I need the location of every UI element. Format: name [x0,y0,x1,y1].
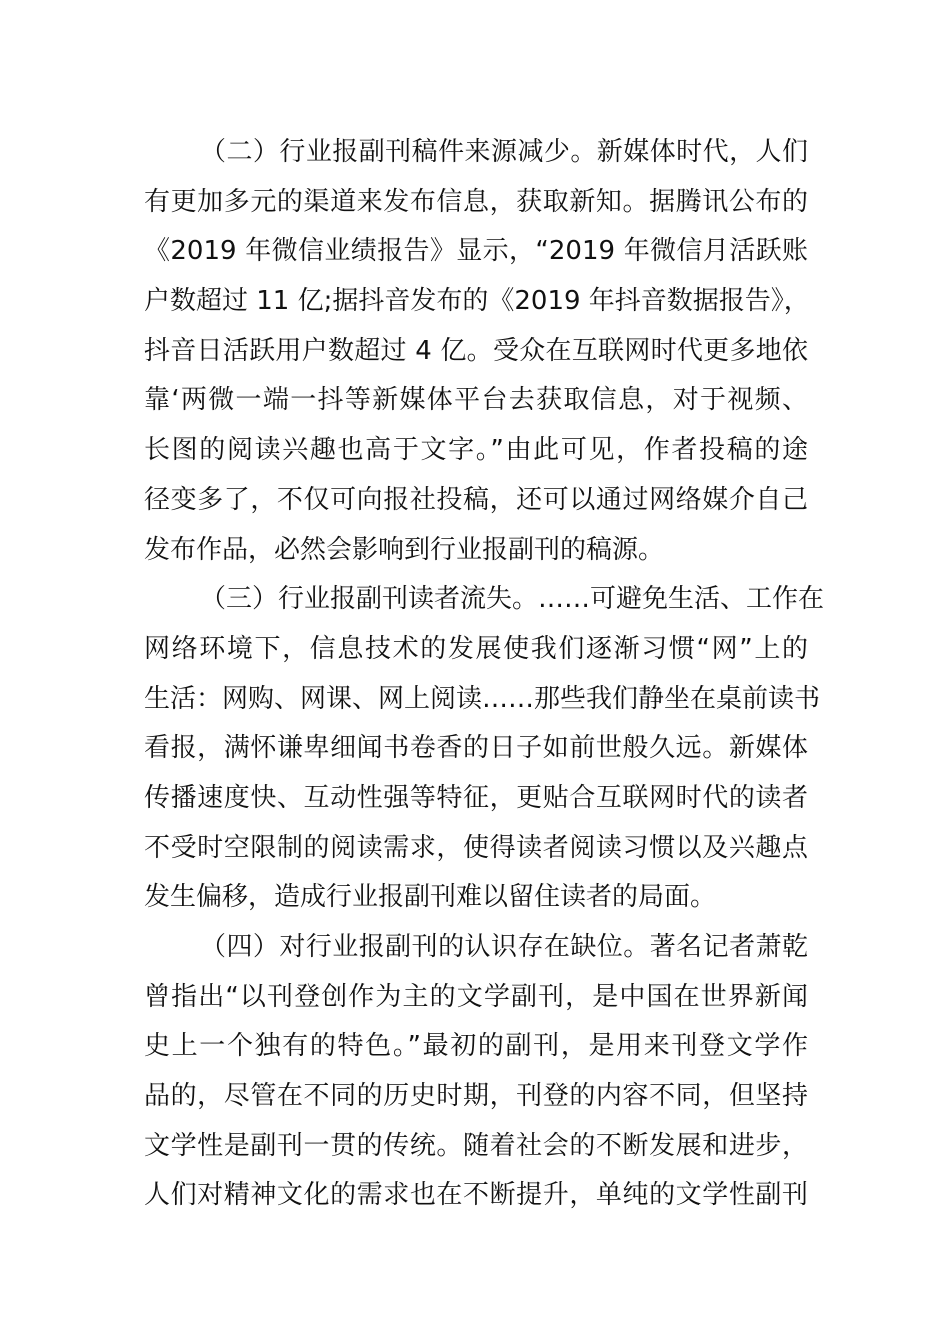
paragraph-line: 《2019 年微信业绩报告》显示，“2019 年微信月活跃账 [144,236,808,267]
paragraph-line: （二）行业报副刊稿件来源减少。新媒体时代，人们 [200,137,808,167]
paragraph-line: 生活：网购、网课、网上阅读……那些我们静坐在桌前读书 [144,683,821,714]
paragraph-line: 长图的阅读兴趣也高于文字。”由此可见，作者投稿的途 [144,435,808,466]
paragraph-line: 户数超过 11 亿;据抖音发布的《2019 年抖音数据报告》， [144,286,810,317]
paragraph-line: 抖音日活跃用户数超过 4 亿。受众在互联网时代更多地依 [144,335,808,366]
paragraph-line: 人们对精神文化的需求也在不断提升，单纯的文学性副刊 [144,1180,808,1211]
paragraph-line: 靠‘两微一端一抖等新媒体平台去获取信息，对于视频、 [144,385,808,416]
paragraph-line: 径变多了，不仅可向报社投稿，还可以通过网络媒介自己 [144,484,808,515]
paragraph-line: （四）对行业报副刊的认识存在缺位。著名记者萧乾 [200,932,808,962]
paragraph-line: 发布作品，必然会影响到行业报副刊的稿源。 [144,534,665,565]
paragraph-line: 看报，满怀谦卑细闻书卷香的日子如前世般久远。新媒体 [144,733,808,764]
body-text [144,128,825,1221]
paragraph-line: 史上一个独有的特色。”最初的副刊，是用来刊登文学作 [144,1031,808,1062]
paragraph-line: 传播速度快、互动性强等特征，更贴合互联网时代的读者 [144,782,808,813]
paragraph-line: 发生偏移，造成行业报副刊难以留住读者的局面。 [144,882,717,913]
paragraph-line: 网络环境下，信息技术的发展使我们逐渐习惯“网”上的 [144,633,808,664]
paragraph-line: 文学性是副刊一贯的传统。随着社会的不断发展和进步， [144,1130,808,1161]
paragraph-line: 不受时空限制的阅读需求，使得读者阅读习惯以及兴趣点 [144,832,808,863]
paragraph-line: （三）行业报副刊读者流失。……可避免生活、工作在 [200,584,825,615]
paragraph-line: 有更加多元的渠道来发布信息，获取新知。据腾讯公布的 [144,186,808,217]
paragraph-line: 品的，尽管在不同的历史时期，刊登的内容不同，但坚持 [144,1081,808,1112]
paragraph-line: 曾指出“以刊登创作为主的文学副刊，是中国在世界新闻 [144,981,808,1012]
